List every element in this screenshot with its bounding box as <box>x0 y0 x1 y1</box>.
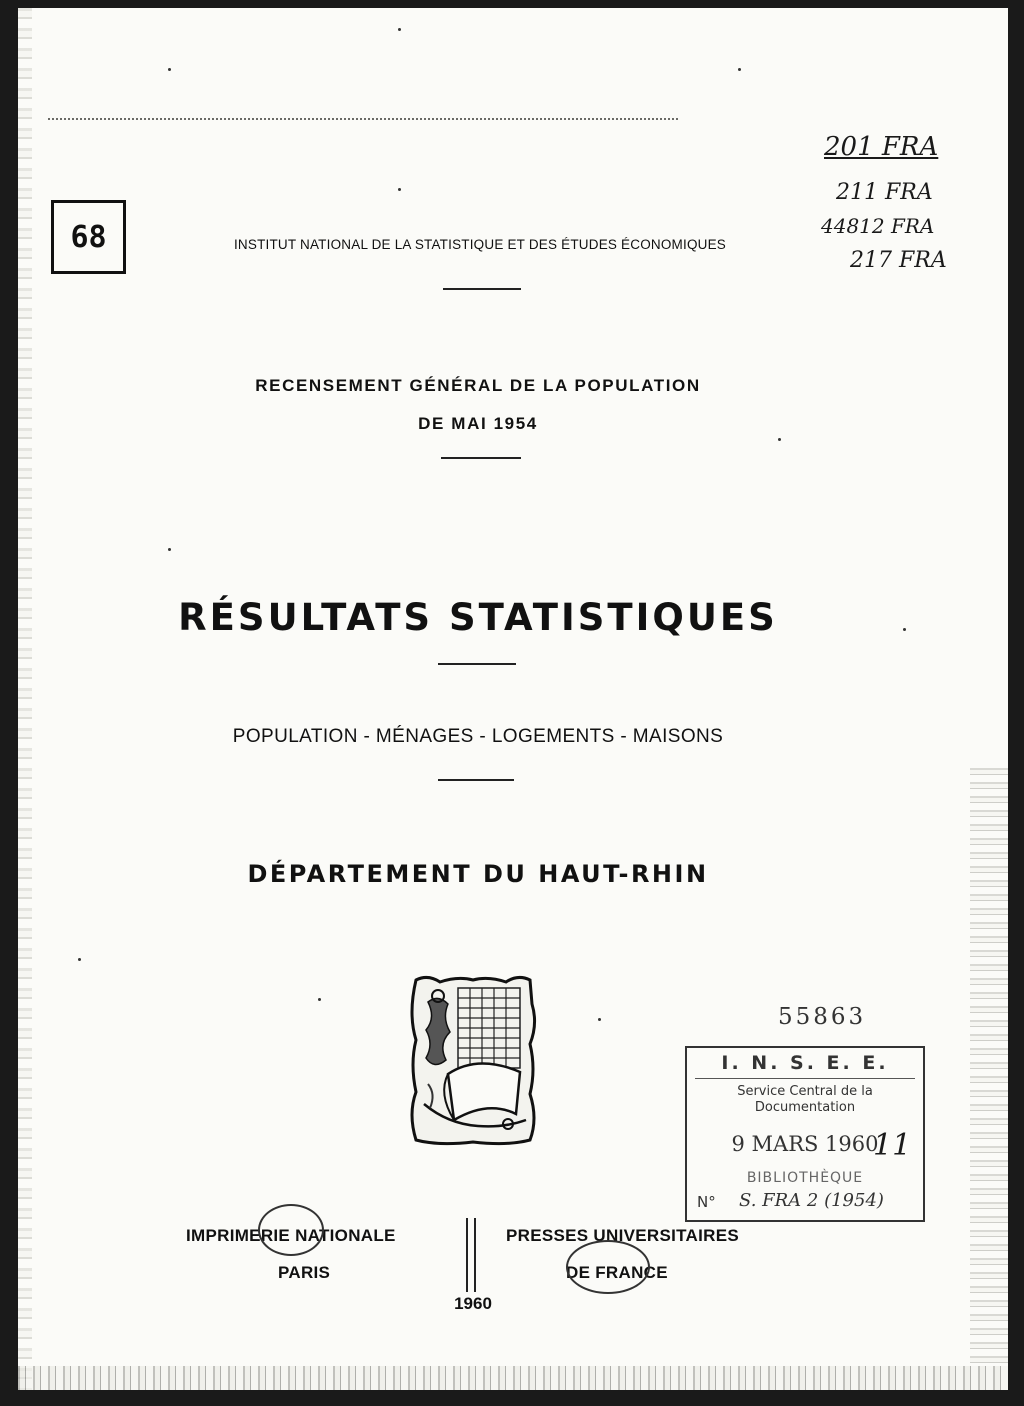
scan-speck <box>168 548 171 551</box>
stamp-number-label: N° <box>697 1193 716 1211</box>
publisher-emblem <box>408 974 538 1146</box>
census-title-line1: RECENSEMENT GÉNÉRAL DE LA POPULATION <box>255 376 701 395</box>
handwritten-code-2: 211 FRA <box>836 180 933 205</box>
accession-number: 55863 <box>778 1004 867 1030</box>
top-dotted-rule <box>48 118 678 120</box>
scan-noise-right <box>970 768 1008 1368</box>
scan-speck <box>318 998 321 1001</box>
scan-speck <box>738 68 741 71</box>
scan-speck <box>168 68 171 71</box>
scan-noise-left <box>18 8 32 1390</box>
box-number: 68 <box>51 200 126 274</box>
document-page <box>18 8 1008 1390</box>
publisher-right-line1: PRESSES UNIVERSITAIRES <box>506 1226 740 1245</box>
stamp-handwritten-mark: 11 <box>873 1128 912 1163</box>
handwritten-code-1: 201 FRA <box>824 132 939 162</box>
institute-name: INSTITUT NATIONAL DE LA STATISTIQUE ET DES ÉTUDES ÉCONOMIQUES <box>233 237 727 252</box>
pen-scribble-2 <box>566 1240 650 1294</box>
publisher-left-line2: PARIS <box>278 1263 331 1282</box>
pen-scribble-1 <box>258 1204 324 1256</box>
stamp-service-line2: Documentation <box>754 1100 856 1115</box>
subtitle: POPULATION - MÉNAGES - LOGEMENTS - MAISONS <box>232 726 724 747</box>
scan-speck <box>398 28 401 31</box>
scan-speck <box>78 958 81 961</box>
scan-speck <box>903 628 906 631</box>
stamp-rule <box>695 1078 915 1079</box>
publication-year: 1960 <box>454 1294 492 1313</box>
stamp-service-line1: Service Central de la <box>737 1084 873 1099</box>
scan-speck <box>398 188 401 191</box>
handwritten-code-3: 44812 FRA <box>821 214 935 238</box>
scan-speck <box>778 438 781 441</box>
census-title-line2: DE MAI 1954 <box>418 414 538 433</box>
rule-1 <box>443 288 521 290</box>
publisher-right-line2: DE FRANCE <box>566 1263 668 1282</box>
stamp-date: 9 MARS 1960 <box>731 1132 879 1156</box>
rule-4 <box>438 779 514 781</box>
publisher-divider <box>466 1218 476 1292</box>
rule-3 <box>438 663 516 665</box>
department-title: DÉPARTEMENT DU HAUT-RHIN <box>247 860 709 888</box>
scan-speck <box>598 1018 601 1021</box>
scan-noise-bottom <box>18 1366 1008 1390</box>
publisher-left-line1: IMPRIMERIE NATIONALE <box>186 1226 396 1245</box>
main-title: RÉSULTATS STATISTIQUES <box>178 596 778 639</box>
stamp-number-value: S. FRA 2 (1954) <box>739 1190 884 1211</box>
handwritten-code-4: 217 FRA <box>850 248 947 273</box>
rule-2 <box>441 457 521 459</box>
stamp-org: I. N. S. E. E. <box>721 1052 889 1074</box>
stamp-library: BIBLIOTHÈQUE <box>746 1170 864 1186</box>
